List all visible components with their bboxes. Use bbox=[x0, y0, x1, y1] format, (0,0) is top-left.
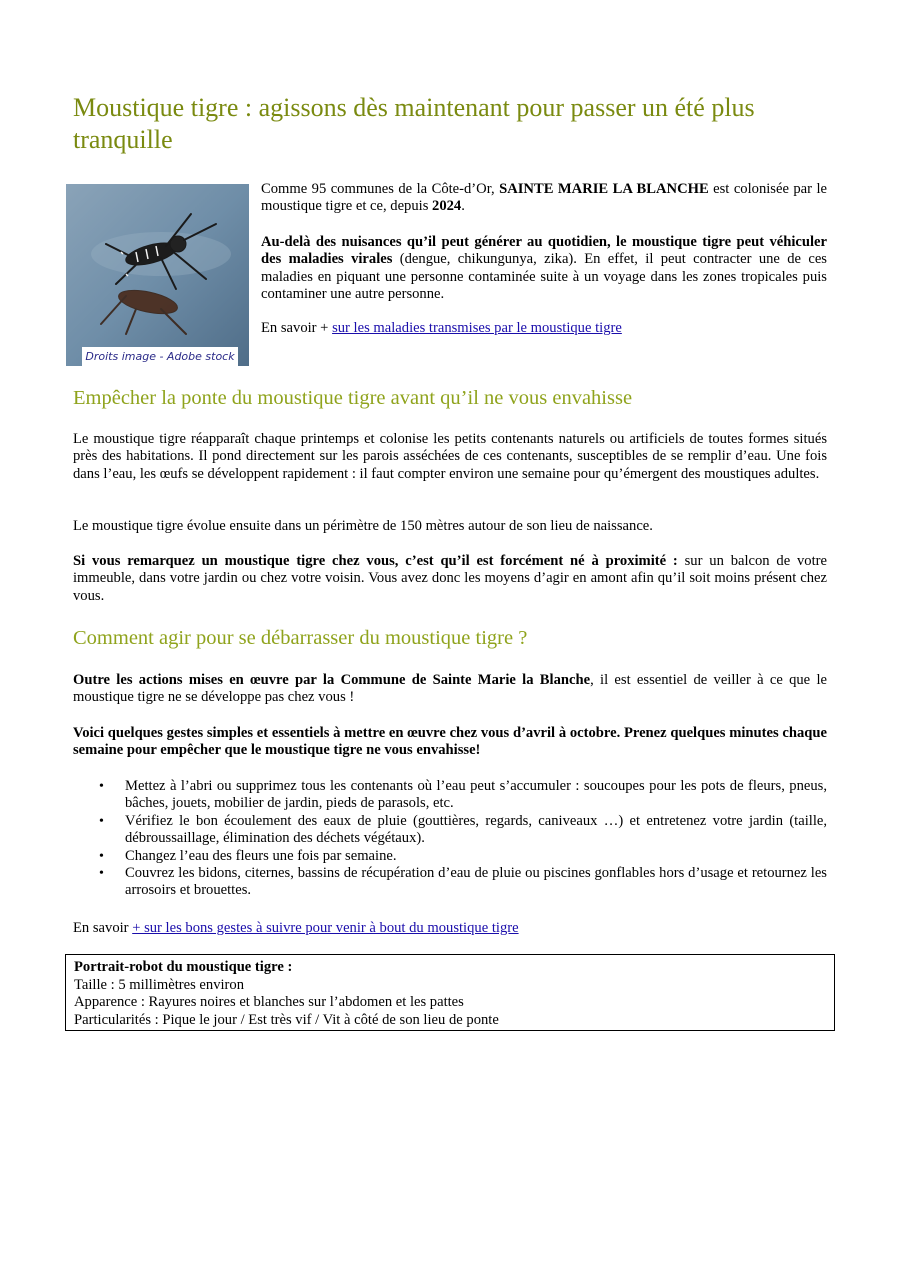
portrait-line-appearance: Apparence : Rayures noires et blanches sur l’abdomen et les pattes bbox=[74, 994, 464, 1011]
intro-text: . bbox=[461, 198, 465, 215]
more-prefix: En savoir bbox=[73, 920, 133, 936]
list-item bbox=[73, 813, 827, 848]
section-heading-ponte: Empêcher la ponte du moustique tigre avant qu’il ne vous envahisse bbox=[73, 387, 633, 409]
more-prefix: En savoir + bbox=[261, 320, 333, 336]
section2-paragraph-2 bbox=[73, 725, 827, 760]
list-item bbox=[73, 865, 827, 900]
bullet-icon: • bbox=[99, 779, 104, 794]
section1-paragraph-1: Le moustique tigre réapparaît chaque printemps et colonise les petits contenants naturels ou artificiels de toutes formes situés près des habitations. Il pond directement sur les parois asséchées de ces contenants, susceptibles de se remplir d’eau. Une fois dans l’eau, les œufs se développent rapidement : il faut compter environ une semaine pour qu’émergent des moustiques adultes. bbox=[73, 431, 827, 482]
section1-paragraph-2: Le moustique tigre évolue ensuite dans un périmètre de 150 mètres autour de son lieu de naissance. bbox=[73, 518, 653, 534]
list-item-text: Mettez à l’abri ou supprimez tous les contenants où l’eau peut s’accumuler : soucoupes pour les pots de fleurs, pneus, bâches, jouets, mobilier de jardin, pieds de parasols, etc. bbox=[125, 778, 827, 812]
intro-bold-text: Au-delà des nuisances qu’il peut générer au quotidien, le moustique tigre peut véhiculer des maladies virales bbox=[261, 234, 827, 268]
section1-paragraph-3 bbox=[73, 553, 827, 605]
bullet-icon: • bbox=[99, 848, 104, 864]
portrait-title bbox=[74, 959, 826, 977]
intro-text: (dengue, chikungunya, zika). En effet, il peut contracter une de ces maladies en piquant une personne contaminée suite à un voyage dans les zones tropicales puis contaminer une autre personne. bbox=[261, 251, 827, 303]
portrait-robot-box bbox=[65, 954, 835, 1031]
section2-bold-text: Outre les actions mises en œuvre par la Commune de Sainte Marie la Blanche bbox=[73, 672, 591, 688]
intro-more-line bbox=[261, 320, 827, 337]
list-item-text: Couvrez les bidons, citernes, bassins de récupération d’eau de pluie ou piscines gonflables hors d’usage et retournez les arrosoirs et brouettes. bbox=[125, 865, 827, 899]
intro-paragraph-2 bbox=[261, 234, 827, 304]
list-item bbox=[73, 778, 827, 813]
section2-bold-text: Voici quelques gestes simples et essentiels à mettre en œuvre chez vous d’avril à octobre. Prenez quelques minutes chaque semaine pour empêcher que le moustique tigre ne vous envahisse! bbox=[73, 725, 827, 759]
image-credit: Droits image - Adobe stock bbox=[82, 347, 238, 366]
bullet-icon: • bbox=[99, 866, 104, 882]
section2-paragraph-1 bbox=[73, 672, 827, 707]
portrait-line-particularities: Particularités : Pique le jour / Est très vif / Vit à côté de son lieu de ponte bbox=[74, 1011, 499, 1028]
portrait-title-text: Portrait-robot du moustique tigre : bbox=[74, 959, 293, 975]
list-item bbox=[73, 848, 827, 865]
bullet-icon: • bbox=[99, 813, 104, 829]
list-item-text: Vérifiez le bon écoulement des eaux de pluie (gouttières, regards, caniveaux …) et entretenez votre jardin (taille, débroussaillage, élimination des déchets végétaux). bbox=[125, 812, 827, 847]
good-practices-link[interactable]: + sur les bons gestes à suivre pour venir à bout du moustique tigre bbox=[132, 920, 519, 936]
intro-text: est colonisée par le moustique tigre et ce, depuis bbox=[261, 181, 827, 215]
page-title: Moustique tigre : agissons dès maintenant pour passer un été plus tranquille bbox=[73, 93, 755, 154]
section2-text: , il est essentiel de veiller à ce que le moustique tigre ne se développe pas chez vous ! bbox=[73, 672, 827, 706]
section2-more-line bbox=[73, 920, 827, 937]
mosquito-photo-icon bbox=[66, 184, 249, 366]
intro-paragraph-1 bbox=[261, 181, 827, 216]
mosquito-figure bbox=[66, 184, 249, 366]
list-item-text: Changez l’eau des fleurs une fois par semaine. bbox=[125, 847, 397, 864]
year-2024: 2024 bbox=[432, 198, 462, 215]
intro-text: Comme 95 communes de la Côte-d’Or, bbox=[261, 181, 500, 197]
section1-text: sur un balcon de votre immeuble, dans votre jardin ou chez votre voisin. Vous avez donc les moyens d’agir en amont afin qu’il soit moins présent chez vous. bbox=[73, 553, 827, 604]
commune-name: SAINTE MARIE LA BLANCHE bbox=[499, 181, 709, 197]
gestures-list bbox=[73, 778, 827, 900]
diseases-link[interactable]: sur les maladies transmises par le moustique tigre bbox=[332, 320, 622, 336]
section1-bold-text: Si vous remarquez un moustique tigre chez vous, c’est qu’il est forcément né à proximité : bbox=[73, 553, 678, 569]
section-heading-agir: Comment agir pour se débarrasser du moustique tigre ? bbox=[73, 627, 528, 649]
portrait-line-size: Taille : 5 millimètres environ bbox=[74, 976, 245, 993]
